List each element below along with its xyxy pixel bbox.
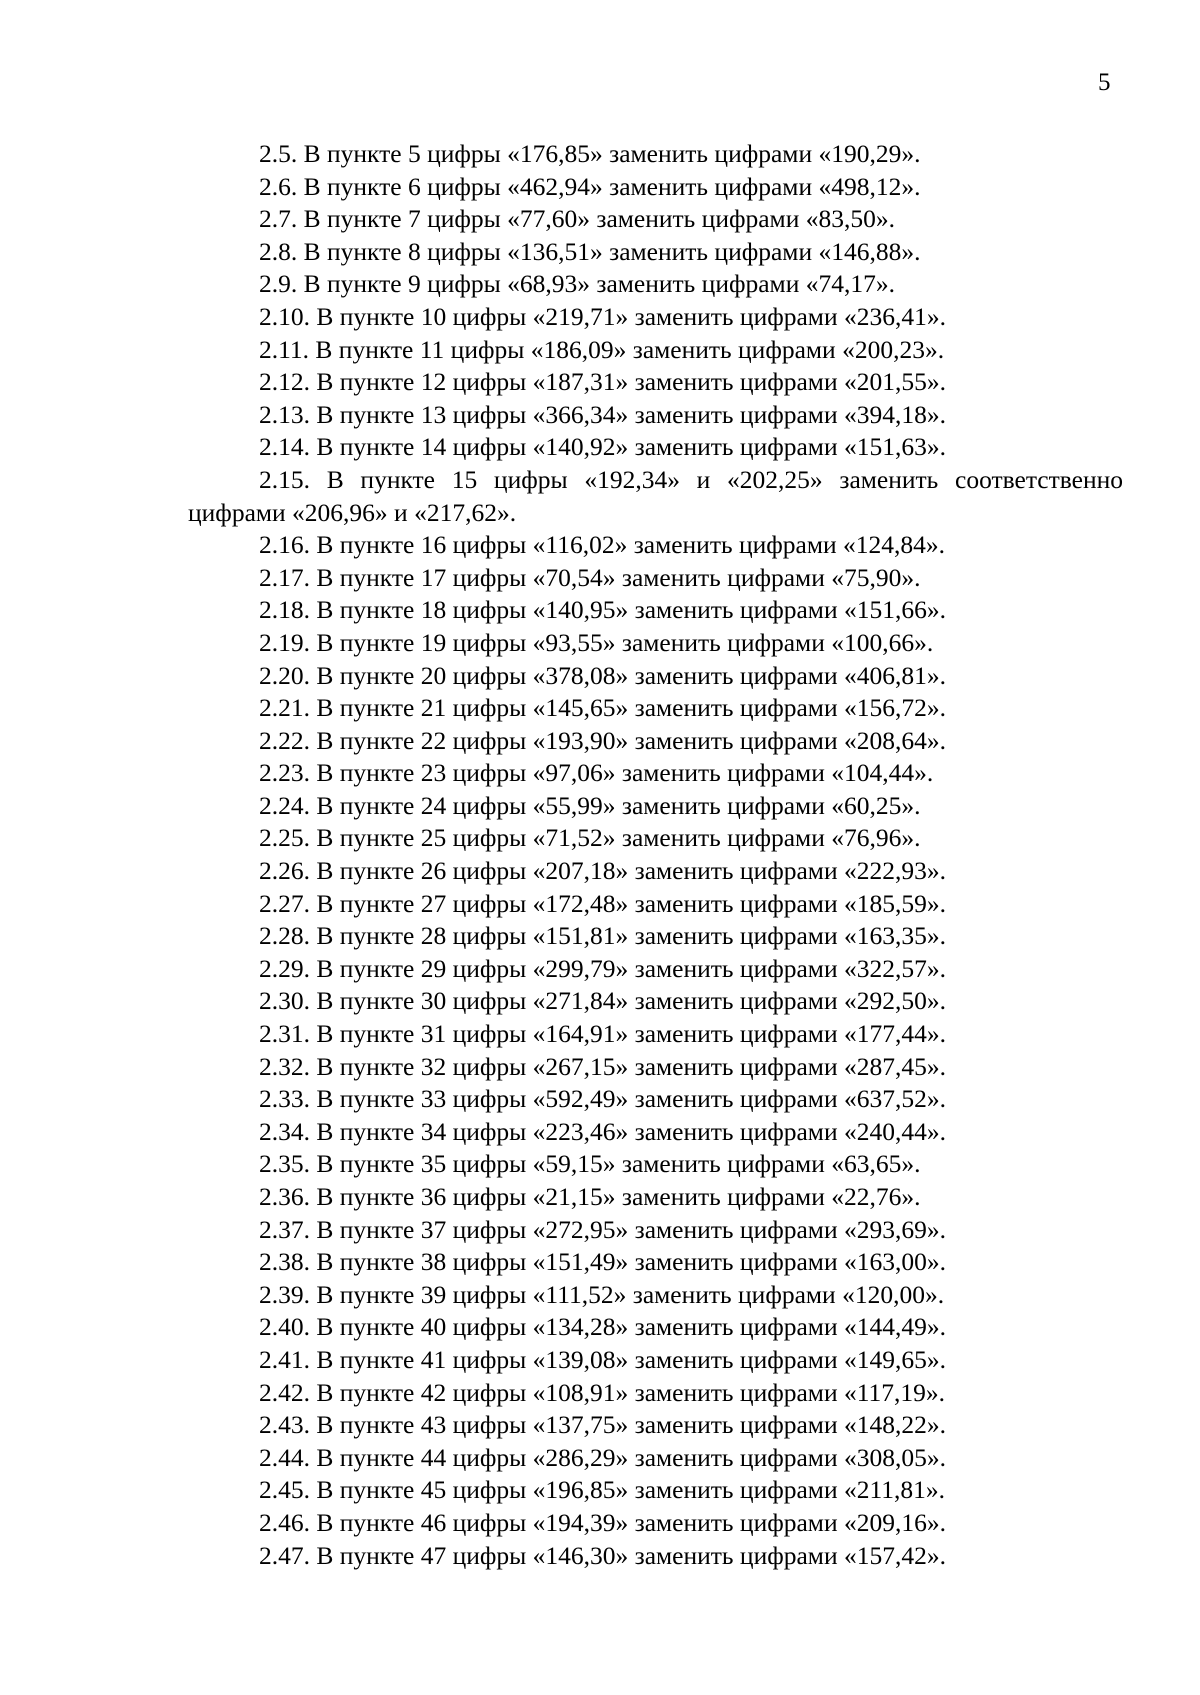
paragraph-2-26: 2.26. В пункте 26 цифры «207,18» заменить цифрами «222,93». — [259, 856, 946, 886]
paragraph-2-17: 2.17. В пункте 17 цифры «70,54» заменить цифрами «75,90». — [259, 562, 921, 592]
paragraph-2-43: 2.43. В пункте 43 цифры «137,75» заменить цифрами «148,22». — [259, 1410, 946, 1440]
paragraph-2-37: 2.37. В пункте 37 цифры «272,95» заменить цифрами «293,69». — [259, 1214, 946, 1244]
paragraph-2-19: 2.19. В пункте 19 цифры «93,55» заменить цифрами «100,66». — [259, 627, 934, 657]
paragraph-2-28: 2.28. В пункте 28 цифры «151,81» заменить цифрами «163,35». — [259, 921, 946, 951]
paragraph-2-35: 2.35. В пункте 35 цифры «59,15» заменить цифрами «63,65». — [259, 1149, 921, 1179]
paragraph-2-10: 2.10. В пункте 10 цифры «219,71» заменить цифрами «236,41». — [259, 301, 946, 331]
paragraph-2-38: 2.38. В пункте 38 цифры «151,49» заменить цифрами «163,00». — [259, 1247, 946, 1277]
paragraph-2-5: 2.5. В пункте 5 цифры «176,85» заменить цифрами «190,29». — [259, 139, 921, 168]
paragraph-2-11: 2.11. В пункте 11 цифры «186,09» заменить цифрами «200,23». — [259, 334, 945, 364]
paragraph-2-20: 2.20. В пункте 20 цифры «378,08» заменить цифрами «406,81». — [259, 660, 946, 690]
paragraph-2-27: 2.27. В пункте 27 цифры «172,48» заменить цифрами «185,59». — [259, 888, 946, 918]
paragraph-2-32: 2.32. В пункте 32 цифры «267,15» заменить цифрами «287,45». — [259, 1051, 946, 1081]
paragraph-2-30: 2.30. В пункте 30 цифры «271,84» заменить цифрами «292,50». — [259, 986, 946, 1016]
paragraph-2-9: 2.9. В пункте 9 цифры «68,93» заменить цифрами «74,17». — [259, 269, 895, 299]
paragraph-2-29: 2.29. В пункте 29 цифры «299,79» заменить цифрами «322,57». — [259, 953, 946, 983]
paragraph-2-41: 2.41. В пункте 41 цифры «139,08» заменить цифрами «149,65». — [259, 1344, 946, 1374]
paragraph-2-23: 2.23. В пункте 23 цифры «97,06» заменить цифрами «104,44». — [259, 758, 934, 788]
paragraph-2-13: 2.13. В пункте 13 цифры «366,34» заменить цифрами «394,18». — [259, 399, 946, 429]
paragraph-2-45: 2.45. В пункте 45 цифры «196,85» заменить цифрами «211,81». — [259, 1475, 946, 1505]
paragraph-2-24: 2.24. В пункте 24 цифры «55,99» заменить цифрами «60,25». — [259, 790, 921, 820]
paragraph-2-18: 2.18. В пункте 18 цифры «140,95» заменить цифрами «151,66». — [259, 595, 946, 625]
paragraph-2-44: 2.44. В пункте 44 цифры «286,29» заменить цифрами «308,05». — [259, 1442, 946, 1472]
paragraph-2-40: 2.40. В пункте 40 цифры «134,28» заменить цифрами «144,49». — [259, 1312, 946, 1342]
paragraph-2-15: 2.15. В пункте 15 цифры «192,34» и «202,25» заменить соответственно цифрами «206,96» и «217,62». — [188, 464, 1123, 527]
paragraph-2-46: 2.46. В пункте 46 цифры «194,39» заменить цифрами «209,16». — [259, 1507, 946, 1537]
paragraph-2-25: 2.25. В пункте 25 цифры «71,52» заменить цифрами «76,96». — [259, 823, 921, 853]
paragraph-2-7: 2.7. В пункте 7 цифры «77,60» заменить цифрами «83,50». — [259, 204, 895, 234]
paragraph-2-8: 2.8. В пункте 8 цифры «136,51» заменить цифрами «146,88». — [259, 236, 921, 266]
paragraph-2-42: 2.42. В пункте 42 цифры «108,91» заменить цифрами «117,19». — [259, 1377, 946, 1407]
paragraph-2-14: 2.14. В пункте 14 цифры «140,92» заменить цифрами «151,63». — [259, 432, 946, 462]
paragraph-2-22: 2.22. В пункте 22 цифры «193,90» заменить цифрами «208,64». — [259, 725, 946, 755]
paragraph-2-16: 2.16. В пункте 16 цифры «116,02» заменить цифрами «124,84». — [259, 530, 946, 560]
paragraph-2-31: 2.31. В пункте 31 цифры «164,91» заменить цифрами «177,44». — [259, 1019, 946, 1049]
page-number: 5 — [1098, 69, 1111, 96]
document-body — [188, 138, 1123, 1572]
paragraph-2-21: 2.21. В пункте 21 цифры «145,65» заменить цифрами «156,72». — [259, 693, 946, 723]
paragraph-2-47: 2.47. В пункте 47 цифры «146,30» заменить цифрами «157,42». — [259, 1540, 946, 1570]
paragraph-2-33: 2.33. В пункте 33 цифры «592,49» заменить цифрами «637,52». — [259, 1084, 946, 1114]
paragraph-2-36: 2.36. В пункте 36 цифры «21,15» заменить цифрами «22,76». — [259, 1182, 921, 1211]
paragraph-2-34: 2.34. В пункте 34 цифры «223,46» заменить цифрами «240,44». — [259, 1116, 946, 1146]
paragraph-2-6: 2.6. В пункте 6 цифры «462,94» заменить цифрами «498,12». — [259, 171, 921, 201]
paragraph-2-39: 2.39. В пункте 39 цифры «111,52» заменить цифрами «120,00». — [259, 1279, 945, 1309]
paragraph-2-12: 2.12. В пункте 12 цифры «187,31» заменить цифрами «201,55». — [259, 367, 946, 397]
